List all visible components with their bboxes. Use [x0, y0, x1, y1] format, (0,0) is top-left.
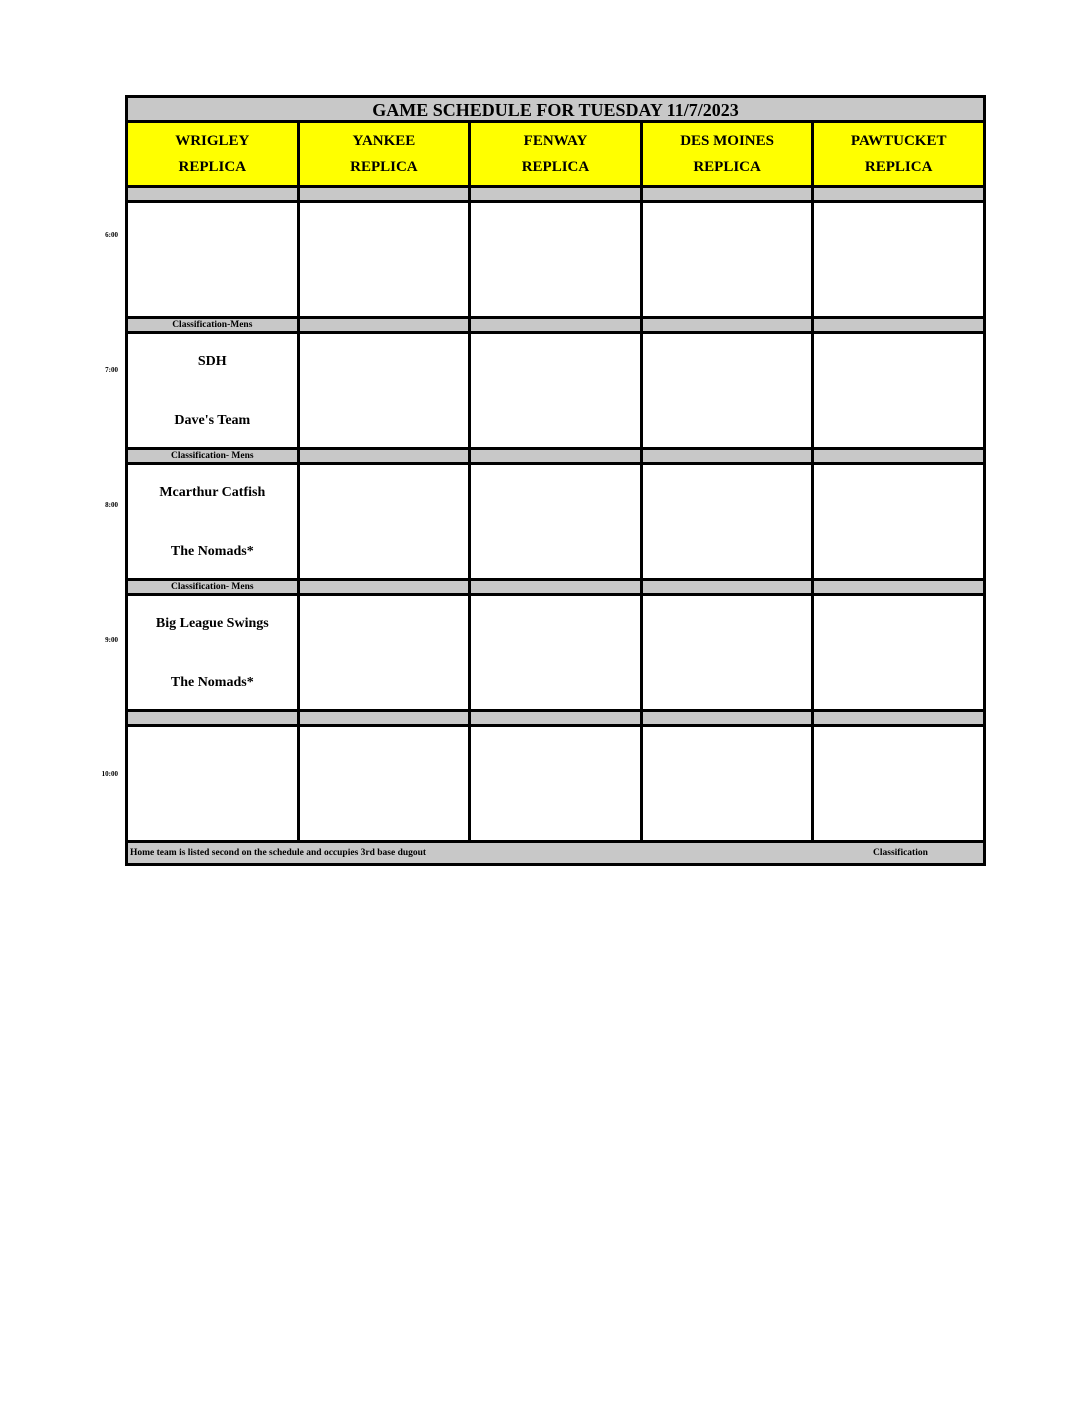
game-cell [127, 726, 299, 842]
schedule-footer [125, 843, 986, 866]
classification-cell [641, 449, 813, 464]
classification-cell [470, 711, 642, 726]
classification-cell [470, 580, 642, 595]
classification-cell [298, 318, 470, 333]
game-cell [470, 595, 642, 711]
classification-cell [641, 711, 813, 726]
classification-cell [298, 449, 470, 464]
game-cell [641, 726, 813, 842]
field-header-row [127, 122, 985, 187]
game-cell [641, 595, 813, 711]
classification-cell [298, 580, 470, 595]
classification-cell: Classification-Mens [127, 318, 299, 333]
game-cell [813, 333, 985, 449]
field-header [641, 122, 813, 187]
field-header [127, 122, 299, 187]
game-cell [298, 595, 470, 711]
classification-cell [813, 187, 985, 202]
game-cell [470, 202, 642, 318]
away-team: Big League Swings [155, 616, 269, 631]
classification-cell [813, 711, 985, 726]
game-cell [813, 202, 985, 318]
field-name: DES MOINES [680, 133, 774, 149]
field-type: REPLICA [178, 159, 247, 175]
game-cell [298, 202, 470, 318]
schedule-table [125, 120, 986, 843]
game-cell [641, 333, 813, 449]
game-cell [641, 464, 813, 580]
classification-cell [641, 187, 813, 202]
game-cell [127, 595, 299, 711]
field-name: YANKEE [352, 133, 416, 149]
game-cell [813, 464, 985, 580]
field-header [813, 122, 985, 187]
time-label: 8:00 [105, 501, 118, 509]
classification-cell [813, 580, 985, 595]
classification-cell [298, 187, 470, 202]
time-slot-row [127, 333, 985, 449]
time-slot-row [127, 202, 985, 318]
game-cell [641, 202, 813, 318]
classification-cell [470, 318, 642, 333]
game-cell [127, 202, 299, 318]
away-team: SDH [197, 354, 227, 369]
schedule-sheet [125, 95, 986, 866]
field-type: REPLICA [693, 159, 761, 175]
game-cell [470, 726, 642, 842]
field-name: PAWTUCKET [850, 133, 947, 149]
field-header [470, 122, 642, 187]
time-label: 6:00 [105, 231, 118, 239]
classification-cell [470, 449, 642, 464]
field-type: REPLICA [521, 159, 590, 175]
time-slot-row [127, 595, 985, 711]
game-cell [813, 726, 985, 842]
schedule-title: GAME SCHEDULE FOR TUESDAY 11/7/2023 [125, 95, 986, 120]
field-type: REPLICA [864, 159, 933, 175]
away-team: Mcarthur Catfish [159, 485, 266, 500]
time-label: 10:00 [101, 770, 118, 778]
game-cell [298, 726, 470, 842]
classification-band [127, 187, 985, 202]
field-name: FENWAY [523, 133, 588, 149]
classification-cell [298, 711, 470, 726]
classification-cell: Classification- Mens [127, 449, 299, 464]
home-team: The Nomads* [170, 544, 254, 559]
classification-cell: Classification- Mens [127, 580, 299, 595]
classification-band [127, 449, 985, 464]
classification-band [127, 711, 985, 726]
game-cell [127, 333, 299, 449]
field-type: REPLICA [350, 159, 418, 175]
game-cell [470, 333, 642, 449]
classification-cell [470, 187, 642, 202]
home-team: The Nomads* [170, 675, 254, 690]
game-cell [298, 464, 470, 580]
classification-band [127, 580, 985, 595]
game-cell [813, 595, 985, 711]
classification-label: Classification [873, 848, 928, 858]
home-team: Dave's Team [174, 413, 251, 428]
classification-cell [813, 449, 985, 464]
classification-cell [641, 580, 813, 595]
game-cell [298, 333, 470, 449]
classification-cell [127, 711, 299, 726]
time-slot-row [127, 726, 985, 842]
time-label: 9:00 [105, 636, 118, 644]
home-team-note: Home team is listed second on the schedule and occupies 3rd base dugout [130, 848, 427, 858]
classification-band [127, 318, 985, 333]
field-name: WRIGLEY [175, 133, 250, 149]
classification-cell [127, 187, 299, 202]
time-label: 7:00 [105, 366, 118, 374]
classification-cell [641, 318, 813, 333]
time-slot-row [127, 464, 985, 580]
game-cell [127, 464, 299, 580]
game-cell [470, 464, 642, 580]
field-header [298, 122, 470, 187]
classification-cell [813, 318, 985, 333]
